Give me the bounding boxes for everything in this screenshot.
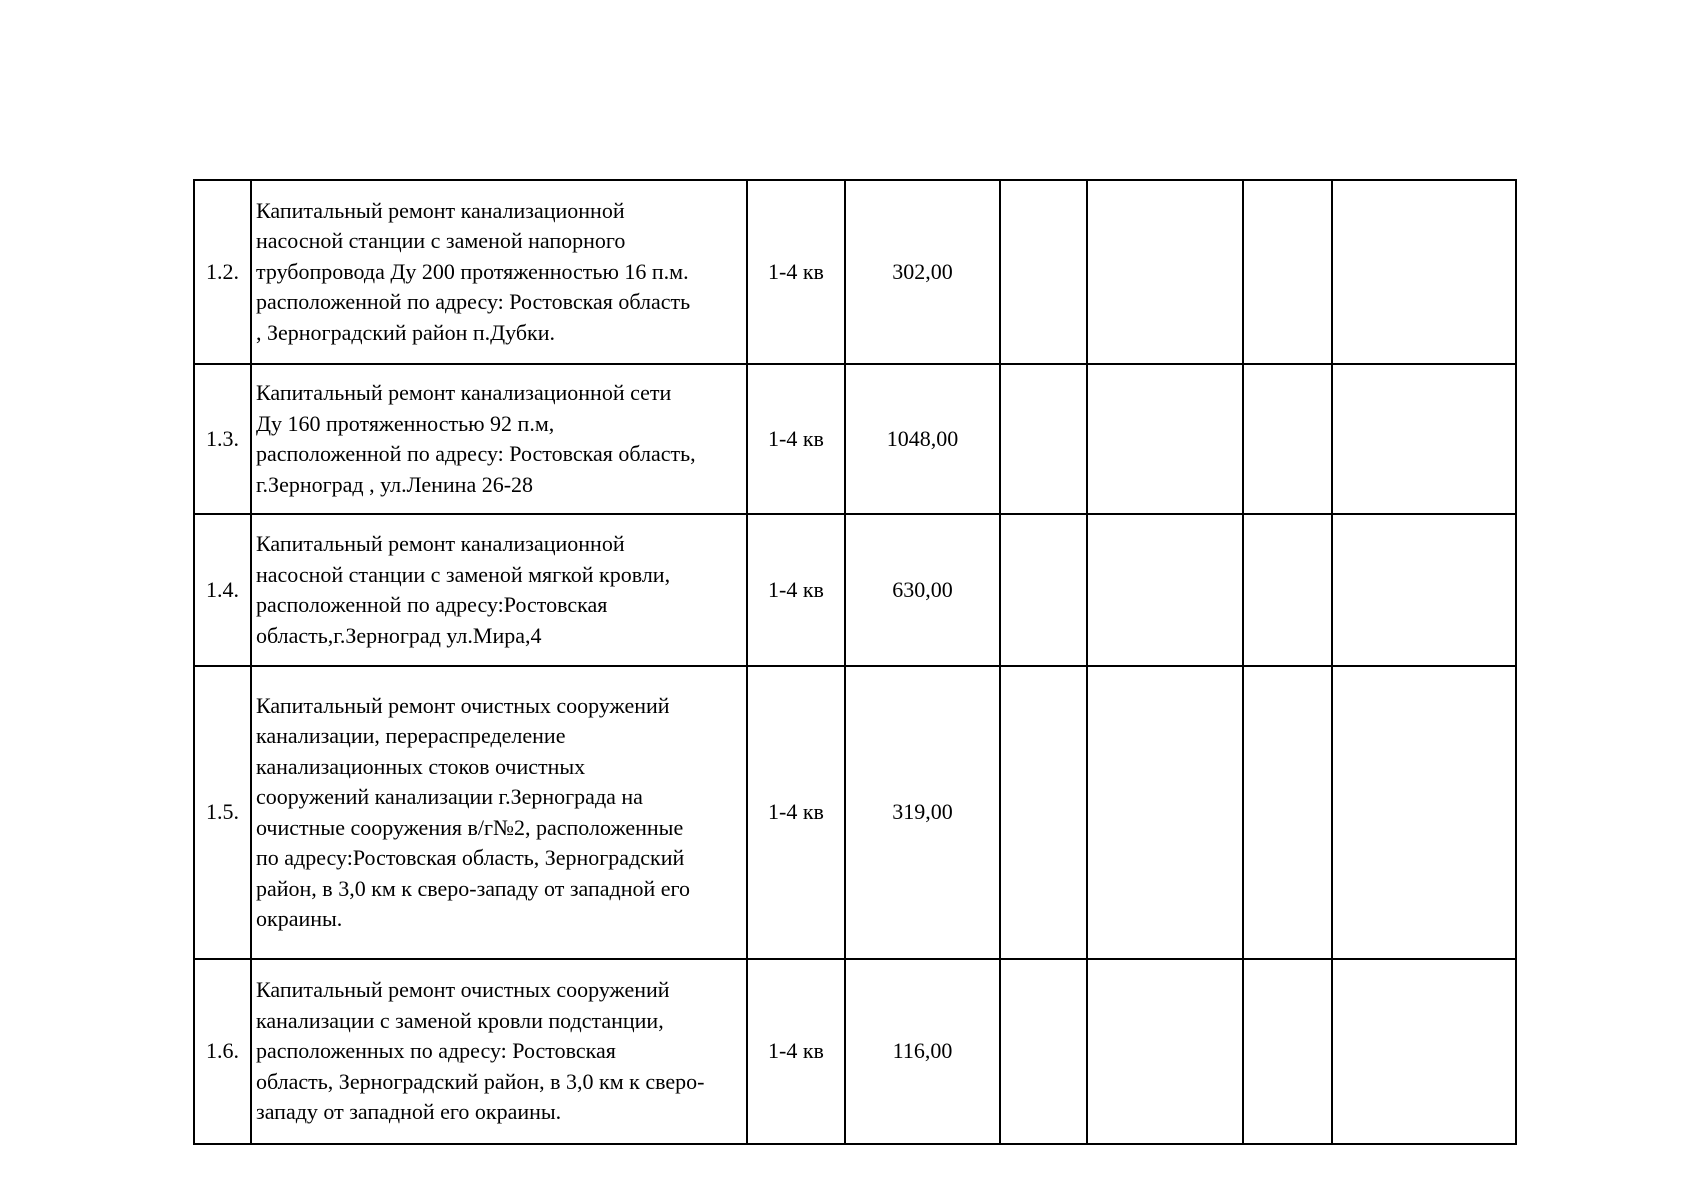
description-line: г.Зерноград , ул.Ленина 26-28 bbox=[256, 471, 534, 497]
empty-cell bbox=[1087, 514, 1243, 666]
row-number: 1.5. bbox=[194, 666, 251, 959]
empty-cell bbox=[1087, 666, 1243, 959]
description-line: канализационных стоков очистных bbox=[256, 753, 586, 779]
description-line: Капитальный ремонт канализационной bbox=[256, 197, 625, 223]
period-cell: 1-4 кв bbox=[747, 959, 845, 1144]
table-row bbox=[194, 180, 1516, 364]
period-cell: 1-4 кв bbox=[747, 666, 845, 959]
table-row bbox=[194, 364, 1516, 514]
works-table bbox=[193, 179, 1517, 1145]
amount-cell: 116,00 bbox=[845, 959, 1000, 1144]
empty-cell bbox=[1243, 666, 1332, 959]
empty-cell bbox=[1000, 959, 1087, 1144]
period-cell: 1-4 кв bbox=[747, 180, 845, 364]
amount-cell: 630,00 bbox=[845, 514, 1000, 666]
empty-cell bbox=[1243, 364, 1332, 514]
row-number: 1.2. bbox=[194, 180, 251, 364]
amount-cell: 1048,00 bbox=[845, 364, 1000, 514]
description-line: Капитальный ремонт канализационной bbox=[256, 531, 625, 556]
work-description bbox=[251, 364, 747, 514]
table-row bbox=[194, 514, 1516, 666]
empty-cell bbox=[1087, 180, 1243, 364]
table-body bbox=[194, 180, 1516, 1144]
empty-cell bbox=[1332, 364, 1516, 514]
work-description bbox=[251, 666, 747, 959]
description-line: расположенной по адресу: Ростовская область, bbox=[256, 441, 696, 466]
empty-cell bbox=[1332, 666, 1516, 959]
empty-cell bbox=[1243, 180, 1332, 364]
period-cell: 1-4 кв bbox=[747, 364, 845, 514]
description-line: Капитальный ремонт очистных сооружений bbox=[256, 692, 670, 718]
amount-cell: 319,00 bbox=[845, 666, 1000, 959]
empty-cell bbox=[1243, 514, 1332, 666]
work-description bbox=[251, 959, 747, 1144]
table-row bbox=[194, 959, 1516, 1144]
empty-cell bbox=[1000, 666, 1087, 959]
description-line: западу от западной его окраины. bbox=[256, 1099, 562, 1125]
row-number: 1.6. bbox=[194, 959, 251, 1144]
empty-cell bbox=[1000, 180, 1087, 364]
description-line: насосной станции с заменой мягкой кровли, bbox=[256, 561, 671, 587]
work-description bbox=[251, 514, 747, 666]
description-line: по адресу:Ростовская область, Зерноградский bbox=[256, 845, 685, 870]
description-line: область, Зерноградский район, в 3,0 км к сверо- bbox=[256, 1068, 705, 1094]
description-line: расположенных по адресу: Ростовская bbox=[256, 1038, 616, 1064]
description-line: сооружений канализации г.Зернограда на bbox=[256, 784, 643, 809]
row-number: 1.4. bbox=[194, 514, 251, 666]
table-row bbox=[194, 666, 1516, 959]
description-line: трубопровода Ду 200 протяженностью 16 п.м. bbox=[256, 258, 689, 284]
description-line: расположенной по адресу:Ростовская bbox=[256, 592, 608, 617]
description-line: канализации с заменой кровли подстанции, bbox=[256, 1007, 664, 1033]
description-line: , Зерноградский район п.Дубки. bbox=[256, 319, 555, 345]
description-line: Ду 160 протяженностью 92 п.м, bbox=[256, 410, 555, 436]
description-line: насосной станции с заменой напорного bbox=[256, 228, 626, 254]
description-line: Капитальный ремонт канализационной сети bbox=[256, 380, 672, 405]
description-line: окраины. bbox=[256, 906, 343, 931]
empty-cell bbox=[1087, 959, 1243, 1144]
amount-cell: 302,00 bbox=[845, 180, 1000, 364]
work-description bbox=[251, 180, 747, 364]
empty-cell bbox=[1332, 514, 1516, 666]
period-cell: 1-4 кв bbox=[747, 514, 845, 666]
description-line: канализации, перераспределение bbox=[256, 723, 566, 748]
description-line: область,г.Зерноград ул.Мира,4 bbox=[256, 622, 542, 648]
empty-cell bbox=[1332, 180, 1516, 364]
empty-cell bbox=[1000, 514, 1087, 666]
description-line: расположенной по адресу: Ростовская область bbox=[256, 289, 691, 315]
description-line: очистные сооружения в/г№2, расположенные bbox=[256, 814, 684, 840]
empty-cell bbox=[1332, 959, 1516, 1144]
row-number: 1.3. bbox=[194, 364, 251, 514]
empty-cell bbox=[1000, 364, 1087, 514]
empty-cell bbox=[1087, 364, 1243, 514]
description-line: Капитальный ремонт очистных сооружений bbox=[256, 977, 670, 1003]
description-line: район, в 3,0 км к сверо-западу от западной его bbox=[256, 875, 691, 901]
empty-cell bbox=[1243, 959, 1332, 1144]
